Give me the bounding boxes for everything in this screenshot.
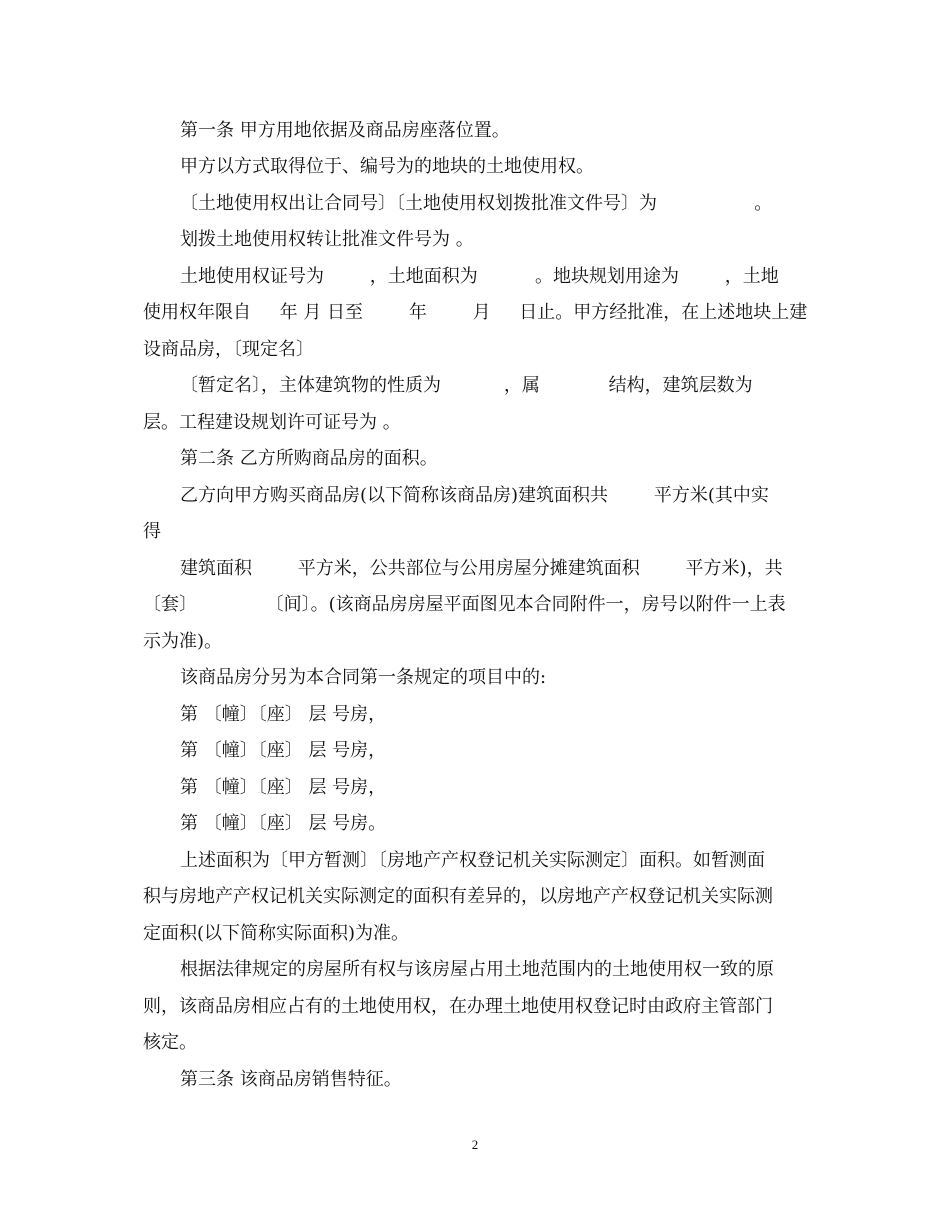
paragraph-line: 设商品房，〔现定名〕	[143, 339, 314, 360]
paragraph-line: 定面积(以下简称实际面积)为准。	[143, 923, 410, 944]
paragraph-line: 上述面积为〔甲方暂测〕〔房地产产权登记机关实际测定〕面积。如暂测面	[180, 850, 765, 871]
paragraph-line: 〔土地使用权出让合同号〕〔土地使用权划拨批准文件号〕为 。	[180, 193, 773, 214]
paragraph-line: 使用权年限自 年 月 日至 年 月 日止。甲方经批准，在上述地块上建	[143, 302, 808, 323]
paragraph-line: 根据法律规定的房屋所有权与该房屋占用土地范围内的土地使用权一致的原	[180, 959, 774, 980]
article-1-heading: 第一条 甲方用地依据及商品房座落位置。	[180, 120, 510, 141]
paragraph-line: 积与房地产产权记机关实际测定的面积有差异的，以房地产产权登记机关实际测	[143, 886, 773, 907]
paragraph-line: 核定。	[143, 1032, 197, 1053]
paragraph-line: 建筑面积 平方米，公共部位与公用房屋分摊建筑面积 平方米)，共	[180, 558, 783, 579]
paragraph-line: 该商品房分另为本合同第一条规定的项目中的:	[180, 667, 547, 688]
paragraph-line: 得	[143, 521, 161, 542]
paragraph-line: 乙方向甲方购买商品房(以下简称该商品房)建筑面积共 平方米(其中实	[180, 485, 769, 506]
paragraph-line: 土地使用权证号为 ，土地面积为 。地块规划用途为 ，土地	[180, 266, 779, 287]
paragraph-line: 〔暂定名〕，主体建筑物的性质为 ，属 结构，建筑层数为	[180, 375, 753, 396]
paragraph-line: 甲方以方式取得位于、编号为的地块的土地使用权。	[180, 156, 594, 177]
room-list-item: 第 〔幢〕〔座〕 层 号房，	[180, 740, 387, 761]
paragraph-line: 则，该商品房相应占有的土地使用权，在办理土地使用权登记时由政府主管部门	[143, 996, 773, 1017]
paragraph-line: 层。工程建设规划许可证号为 。	[143, 412, 401, 433]
page-number: 2	[471, 1137, 479, 1152]
paragraph-line: 〔套〕 〔间〕。(该商品房房屋平面图见本合同附件一，房号以附件一上表	[143, 594, 786, 615]
paragraph-line: 划拨土地使用权转让批准文件号为 。	[180, 229, 474, 250]
room-list-item: 第 〔幢〕〔座〕 层 号房，	[180, 777, 387, 798]
article-3-heading: 第三条 该商品房销售特征。	[180, 1069, 402, 1090]
article-2-heading: 第二条 乙方所购商品房的面积。	[180, 448, 438, 469]
paragraph-line: 示为准)。	[143, 631, 223, 652]
room-list-item: 第 〔幢〕〔座〕 层 号房，	[180, 704, 387, 725]
room-list-item: 第 〔幢〕〔座〕 层 号房。	[180, 813, 387, 834]
